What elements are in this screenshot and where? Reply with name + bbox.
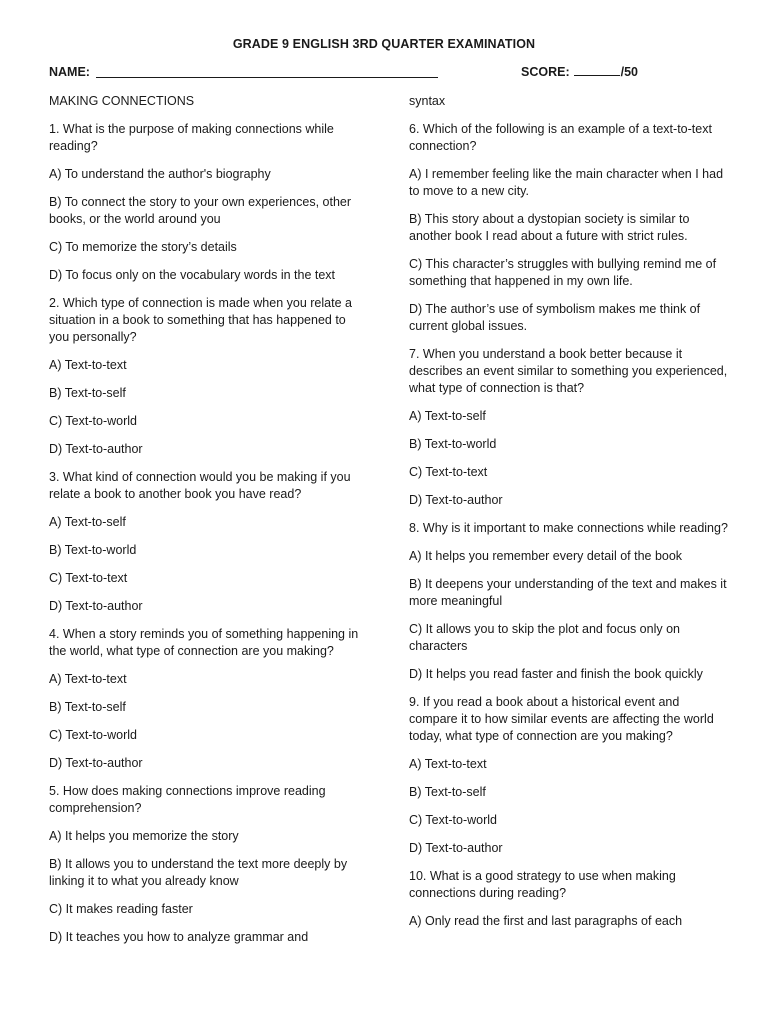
left-paragraph: C) It makes reading faster	[49, 902, 193, 916]
right-paragraph: D) It helps you read faster and finish the book quickly	[409, 667, 703, 681]
left-paragraph: C) Text-to-world	[49, 414, 137, 428]
right-paragraph: C) It allows you to skip the plot and focus only on characters	[409, 622, 680, 653]
right-paragraph: D) Text-to-author	[409, 493, 503, 507]
left-paragraph: A) Text-to-text	[49, 358, 127, 372]
left-paragraph: D) It teaches you how to analyze grammar and	[49, 930, 309, 944]
left-paragraph: B) Text-to-self	[49, 386, 126, 400]
right-paragraph: C) Text-to-text	[409, 465, 488, 479]
left-paragraph: C) To memorize the story’s details	[49, 240, 237, 254]
score-total: /50	[620, 65, 639, 79]
right-paragraph: 6. Which of the following is an example of a text-to-text connection?	[409, 122, 712, 153]
right-paragraph: A) I remember feeling like the main character when I had to move to a new city.	[409, 167, 724, 198]
left-paragraph: B) To connect the story to your own experiences, other books, or the world around you	[49, 195, 352, 226]
left-paragraph: 5. How does making connections improve reading comprehension?	[49, 784, 326, 815]
name-label: NAME:	[49, 65, 90, 79]
left-paragraph: D) Text-to-author	[49, 756, 143, 770]
right-paragraph: B) This story about a dystopian society is similar to another book I read about a future with strict rules.	[409, 212, 690, 243]
left-paragraph: D) Text-to-author	[49, 442, 143, 456]
right-paragraph: A) It helps you remember every detail of the book	[409, 549, 683, 563]
right-column	[409, 93, 729, 941]
left-paragraph: C) Text-to-world	[49, 728, 137, 742]
left-paragraph: D) Text-to-author	[49, 599, 143, 613]
right-paragraph: C) This character’s struggles with bullying remind me of something that happened in my own life.	[409, 257, 717, 288]
left-paragraph: A) Text-to-text	[49, 672, 127, 686]
right-paragraph: D) Text-to-author	[409, 841, 503, 855]
left-paragraph: 2. Which type of connection is made when you relate a situation in a book to something that has happened to you personally?	[49, 296, 352, 344]
name-blank-line	[96, 77, 438, 78]
score-blank-line	[574, 65, 620, 76]
exam-title: GRADE 9 ENGLISH 3RD QUARTER EXAMINATION	[232, 37, 536, 51]
left-paragraph: 3. What kind of connection would you be making if you relate a book to another book you have read?	[49, 470, 351, 501]
left-paragraph: B) Text-to-self	[49, 700, 126, 714]
left-paragraph: 4. When a story reminds you of something happening in the world, what type of connection are you making?	[49, 627, 359, 658]
right-paragraph: 9. If you read a book about a historical event and compare it to how similar events are affecting the world today, what type of connection are you making?	[409, 695, 714, 743]
left-paragraph: A) Text-to-self	[49, 515, 126, 529]
right-paragraph: 7. When you understand a book better because it describes an event similar to something you experienced, what type of connection is that?	[409, 347, 728, 395]
left-column	[49, 93, 369, 957]
right-paragraph: 8. Why is it important to make connections while reading?	[409, 521, 728, 535]
right-paragraph: D) The author’s use of symbolism makes me think of current global issues.	[409, 302, 701, 333]
right-paragraph: A) Text-to-self	[409, 409, 486, 423]
left-paragraph: 1. What is the purpose of making connections while reading?	[49, 122, 334, 153]
left-paragraph: MAKING CONNECTIONS	[49, 94, 195, 108]
right-paragraph: B) It deepens your understanding of the text and makes it more meaningful	[409, 577, 727, 608]
right-paragraph: A) Text-to-text	[409, 757, 487, 771]
right-paragraph: A) Only read the first and last paragraphs of each	[409, 914, 683, 928]
left-paragraph: D) To focus only on the vocabulary words in the text	[49, 268, 336, 282]
left-paragraph: B) It allows you to understand the text more deeply by linking it to what you already know	[49, 857, 348, 888]
right-paragraph: C) Text-to-world	[409, 813, 497, 827]
left-paragraph: C) Text-to-text	[49, 571, 128, 585]
left-paragraph: A) It helps you memorize the story	[49, 829, 239, 843]
right-paragraph: B) Text-to-world	[409, 437, 497, 451]
right-paragraph: B) Text-to-self	[409, 785, 486, 799]
score-label: SCORE:	[521, 65, 570, 79]
score-field	[521, 65, 638, 79]
right-paragraph: 10. What is a good strategy to use when making connections during reading?	[409, 869, 676, 900]
left-paragraph: A) To understand the author's biography	[49, 167, 271, 181]
left-paragraph: B) Text-to-world	[49, 543, 137, 557]
right-paragraph: syntax	[409, 94, 446, 108]
